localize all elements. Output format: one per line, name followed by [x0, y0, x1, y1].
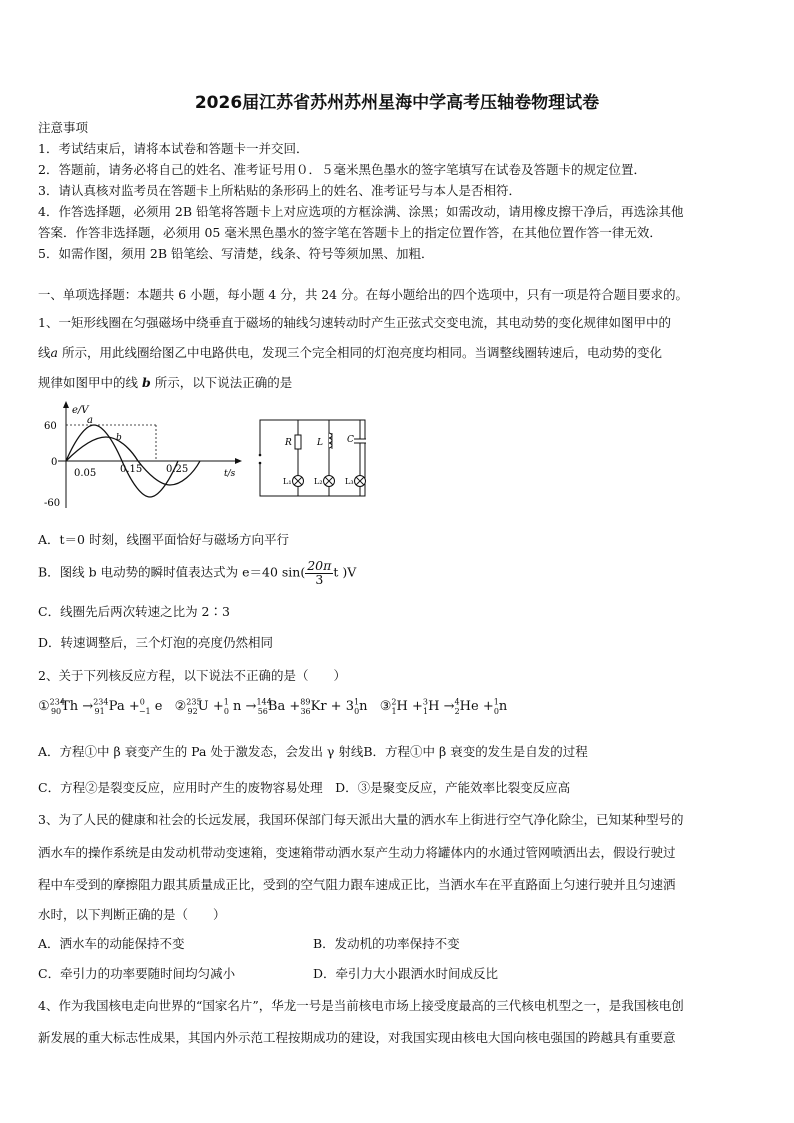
y-tick-60: 60	[44, 421, 57, 432]
notice-item-3: 3．请认真核对监考员在答题卡上所粘贴的条形码上的姓名、准考证号与本人是否相符．	[38, 183, 521, 198]
page-title: 2026届江苏省苏州苏州星海中学高考压轴卷物理试卷	[194, 93, 600, 113]
x-axis-label: t/s	[224, 469, 236, 479]
q3-option-b: B．发动机的功率保持不变	[313, 936, 460, 951]
q1-option-d: D．转速调整后，三个灯泡的亮度仍然相同	[38, 635, 274, 650]
circuit-diagram	[250, 415, 375, 500]
curve-a-label: a	[87, 415, 93, 426]
label-r: R	[285, 438, 292, 448]
q4-line-2: 新发展的重大标志性成果，其国内外示范工程按期成功的建设，对我国实现由核电大国向核电强国的跨越具有重要意	[38, 1030, 676, 1045]
label-l: L	[317, 438, 323, 448]
q3-line-4: 水时，以下判断正确的是（ ）	[38, 907, 226, 922]
notice-item-4-cont: 答案．作答非选择题，必须用 05 毫米黑色墨水的签字笔在答题卡上的指定位置作答，在其他位置作答一律无效．	[38, 225, 662, 240]
terminal-bottom	[259, 462, 262, 465]
lamp-l3	[355, 476, 366, 487]
lamp-l1	[293, 476, 304, 487]
label-l2: L₂	[314, 477, 323, 486]
label-l1: L₁	[283, 477, 292, 486]
y-axis-arrow	[63, 401, 69, 408]
resistor-r	[295, 435, 301, 449]
x-axis-arrow	[235, 458, 242, 464]
q4-line-1: 4、作为我国核电走向世界的“国家名片”，华龙一号是当前核电市场上接受度最高的三代核电机型之一，是我国核电创	[38, 998, 684, 1013]
notice-item-2: 2．答题前，请务必将自己的姓名、准考证号用０．５毫米黑色墨水的签字笔填写在试卷及答题卡的规定位置．	[38, 162, 646, 177]
notice-item-5: 5．如需作图，须用 2B 铅笔绘、写清楚，线条、符号等须加黑、加粗．	[38, 246, 434, 261]
y-axis-label: e/V	[72, 405, 89, 416]
x-tick-015: 0.15	[120, 464, 143, 475]
q3-line-2: 洒水车的操作系统是由发动机带动变速箱，变速箱带动洒水泵产生动力将罐体内的水通过管网喷洒出去，假设行驶过	[38, 845, 676, 860]
notice-item-4: 4．作答选择题，必须用 2B 铅笔将答题卡上对应选项的方框涂满、涂黑；如需改动，请用橡皮擦干净后，再选涂其他	[38, 204, 684, 219]
label-l3: L₃	[345, 477, 354, 486]
section-heading: 一、单项选择题：本题共 6 小题，每小题 4 分，共 24 分。在每小题给出的四个选项中，只有一项是符合题目要求的。	[38, 287, 688, 302]
y-tick-0: 0	[51, 457, 58, 468]
terminal-top	[259, 454, 262, 457]
emf-time-graph	[38, 398, 258, 518]
q1-line-1: 1、一矩形线圈在匀强磁场中绕垂直于磁场的轴线匀速转动时产生正弦式交变电流，其电动势的变化规律如图甲中的	[38, 315, 671, 330]
q1-option-a: A．t＝0 时刻，线圈平面恰好与磁场方向平行	[38, 532, 289, 547]
notice-heading: 注意事项	[38, 120, 89, 135]
q1-option-c: C．线圈先后两次转速之比为 2∶3	[38, 604, 230, 619]
q2-option-c-d: C．方程②是裂变反应，应用时产生的废物容易处理 D．③是聚变反应，产能效率比裂变反应高	[38, 780, 571, 795]
notice-item-1: 1．考试结束后，请将本试卷和答题卡一并交回．	[38, 141, 309, 156]
q2-option-a-b: A．方程①中 β 衰变产生的 Pa 处于激发态，会发出 γ 射线B．方程①中 β 衰变的发生是自发的过程	[38, 744, 588, 759]
lamp-l2	[324, 476, 335, 487]
inductor-l	[329, 433, 332, 448]
q2-equations	[38, 698, 507, 717]
q1-line-3: 规律如图甲中的线 b 所示，以下说法正确的是	[38, 375, 293, 390]
label-c: C	[347, 435, 354, 445]
equation-2: ②$^{235}_{92}$U +$^1_0$ $n \to^{144}_{56}Ba +^{89}_{36}Kr + 3^1_0n$	[174, 698, 368, 716]
y-tick-neg60: -60	[44, 498, 61, 509]
q3-line-1: 3、为了人民的健康和社会的长远发展，我国环保部门每天派出大量的洒水车上街进行空气净化除尘，已知某种型号的	[38, 812, 684, 827]
q1-line-2: 线a 所示，用此线圈给图乙中电路供电，发现三个完全相同的灯泡亮度均相同。当调整线圈转速后，电动势的变化	[38, 345, 662, 360]
q2-stem: 2、关于下列核反应方程，以下说法不正确的是（ ）	[38, 668, 346, 683]
x-tick-005: 0.05	[74, 468, 97, 479]
q1-option-b: B．图线 b 电动势的瞬时值表达式为 e＝40 sin( $\frac{20\pi}{3}$ t )V	[38, 558, 357, 587]
equation-1: ①$^{234}_{90}$Th →$^{234}_{91}$ Pa +$^0_{-1}$ e	[38, 698, 163, 716]
curve-b-label: b	[116, 433, 122, 443]
q3-option-c: C．牵引力的功率要随时间均匀减小	[38, 966, 236, 981]
equation-3: ③$^2_1$H +$^3_1$H →$^4_2$He +$^1_0$n	[379, 698, 508, 716]
x-tick-025: 0.25	[166, 464, 189, 475]
q3-option-d: D．牵引力大小跟洒水时间成反比	[313, 966, 499, 981]
q3-option-a: A．洒水车的动能保持不变	[38, 936, 185, 951]
q3-line-3: 程中车受到的摩擦阻力跟其质量成正比，受到的空气阻力跟车速成正比，当洒水车在平直路面上匀速行驶并且匀速洒	[38, 877, 676, 892]
